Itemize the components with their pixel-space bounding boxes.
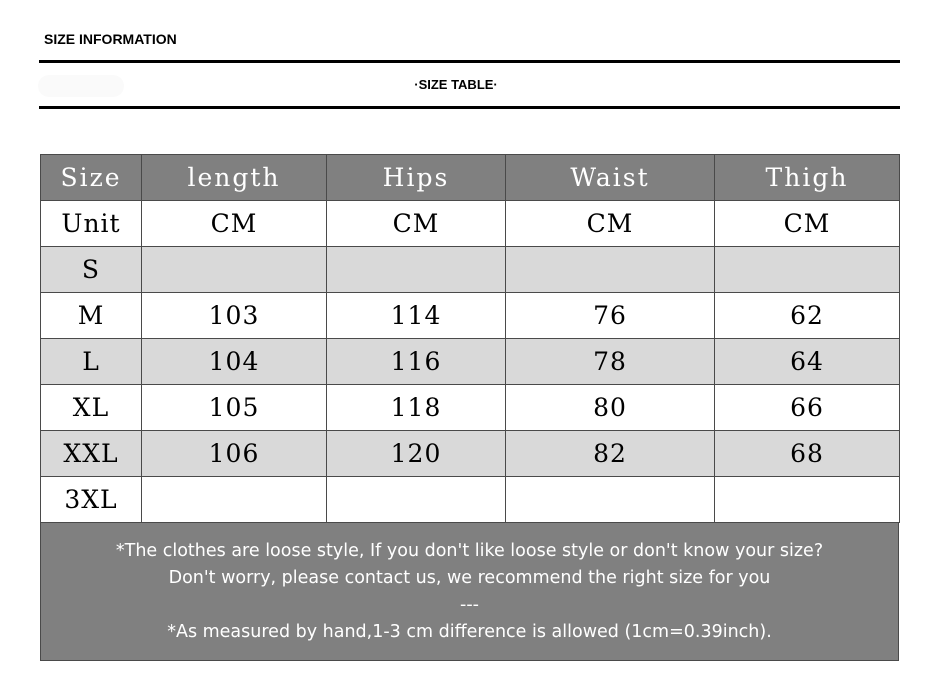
table-cell: L [41,339,142,385]
table-cell: CM [506,201,715,247]
table-cell: 78 [506,339,715,385]
table-cell: CM [327,201,506,247]
column-header-hips: Hips [327,155,506,201]
table-cell: 116 [327,339,506,385]
table-cell: XXL [41,431,142,477]
table-cell: 120 [327,431,506,477]
table-row-l [41,339,900,385]
table-cell: 68 [715,431,900,477]
table-cell: 105 [142,385,327,431]
table-cell: 3XL [41,477,142,523]
note-contact: Don't worry, please contact us, we recommend the right size for you [168,568,771,588]
table-row-xl [41,385,900,431]
table-cell: M [41,293,142,339]
table-row-m [41,293,900,339]
table-cell: 82 [506,431,715,477]
table-cell [506,247,715,293]
table-cell: 76 [506,293,715,339]
table-row-unit [41,201,900,247]
table-row-3xl [41,477,900,523]
table-cell: 104 [142,339,327,385]
note-loose-style: *The clothes are loose style, If you don't like loose style or don't know your size? [115,541,824,561]
column-header-size: Size [41,155,142,201]
column-header-waist: Waist [506,155,715,201]
section-title: SIZE INFORMATION [44,31,177,47]
table-header-row [41,155,900,201]
note-measurement: *As measured by hand,1-3 cm difference is allowed (1cm=0.39inch). [167,622,772,642]
table-cell: CM [142,201,327,247]
table-cell: 80 [506,385,715,431]
table-cell [142,477,327,523]
size-table-title: ·SIZE TABLE· [414,77,498,92]
table-cell: XL [41,385,142,431]
note-separator: --- [460,595,479,615]
table-cell: 66 [715,385,900,431]
table-cell [327,247,506,293]
table-cell [715,477,900,523]
column-header-length: length [142,155,327,201]
table-cell: Unit [41,201,142,247]
top-divider [39,60,900,63]
table-cell [715,247,900,293]
table-cell [506,477,715,523]
size-table [40,154,900,523]
table-cell: CM [715,201,900,247]
column-header-thigh: Thigh [715,155,900,201]
table-cell [142,247,327,293]
table-cell: 118 [327,385,506,431]
table-cell: 114 [327,293,506,339]
table-cell [327,477,506,523]
table-row-s [41,247,900,293]
bottom-divider [39,106,900,109]
table-cell: 62 [715,293,900,339]
table-row-xxl [41,431,900,477]
table-cell: 103 [142,293,327,339]
notes-panel [40,522,899,661]
table-cell: 106 [142,431,327,477]
table-cell: 64 [715,339,900,385]
table-cell: S [41,247,142,293]
